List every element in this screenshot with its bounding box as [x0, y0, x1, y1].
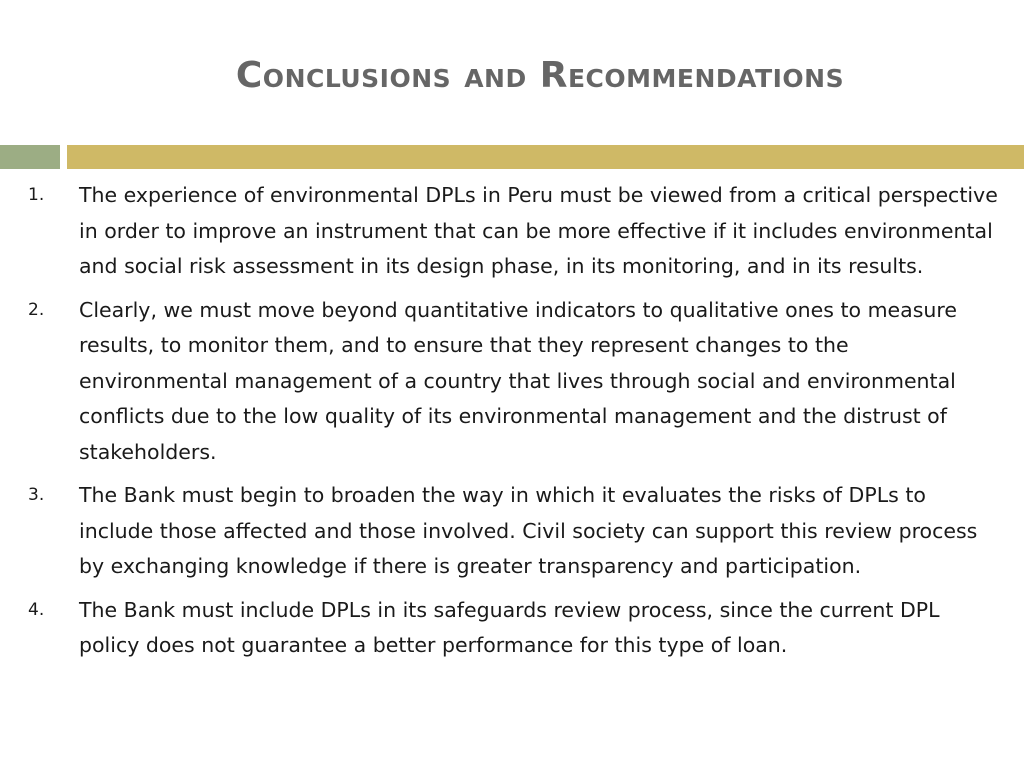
list-item	[0, 178, 1024, 285]
list-item-number: 3.	[28, 485, 45, 505]
list-item-text: The Bank must begin to broaden the way in which it evaluates the risks of DPLs to include those affected and those involved. Civil society can support this review process by exchanging knowledge if there is greater transparency and participation.	[79, 483, 978, 578]
list-item-text: The Bank must include DPLs in its safeguards review process, since the current DPL policy does not guarantee a better performance for this type of loan.	[79, 597, 940, 657]
list-item	[0, 293, 1024, 471]
list-item-text: The experience of environmental DPLs in Peru must be viewed from a critical perspective in order to improve an instrument that can be more effective if it includes environmental and social risk assessment in its design phase, in its monitoring, and in its results.	[79, 183, 998, 278]
list-item-text: Clearly, we must move beyond quantitative indicators to qualitative ones to measure results, to monitor them, and to ensure that they represent changes to the environmental management of a country that lives through social and environmental conflicts due to the low quality of its environmental management and the distrust of stakeholders.	[79, 297, 957, 464]
list-item-number: 1.	[28, 185, 45, 205]
list-item	[0, 593, 1024, 664]
list-item	[0, 478, 1024, 585]
list-item-number: 4.	[28, 599, 45, 620]
conclusions-list	[0, 178, 1024, 672]
accent-bar-green	[0, 145, 60, 169]
accent-bar-gold	[67, 145, 1024, 169]
list-item-number: 2.	[28, 299, 45, 320]
slide-title: Conclusions and Recommendations	[235, 55, 845, 96]
